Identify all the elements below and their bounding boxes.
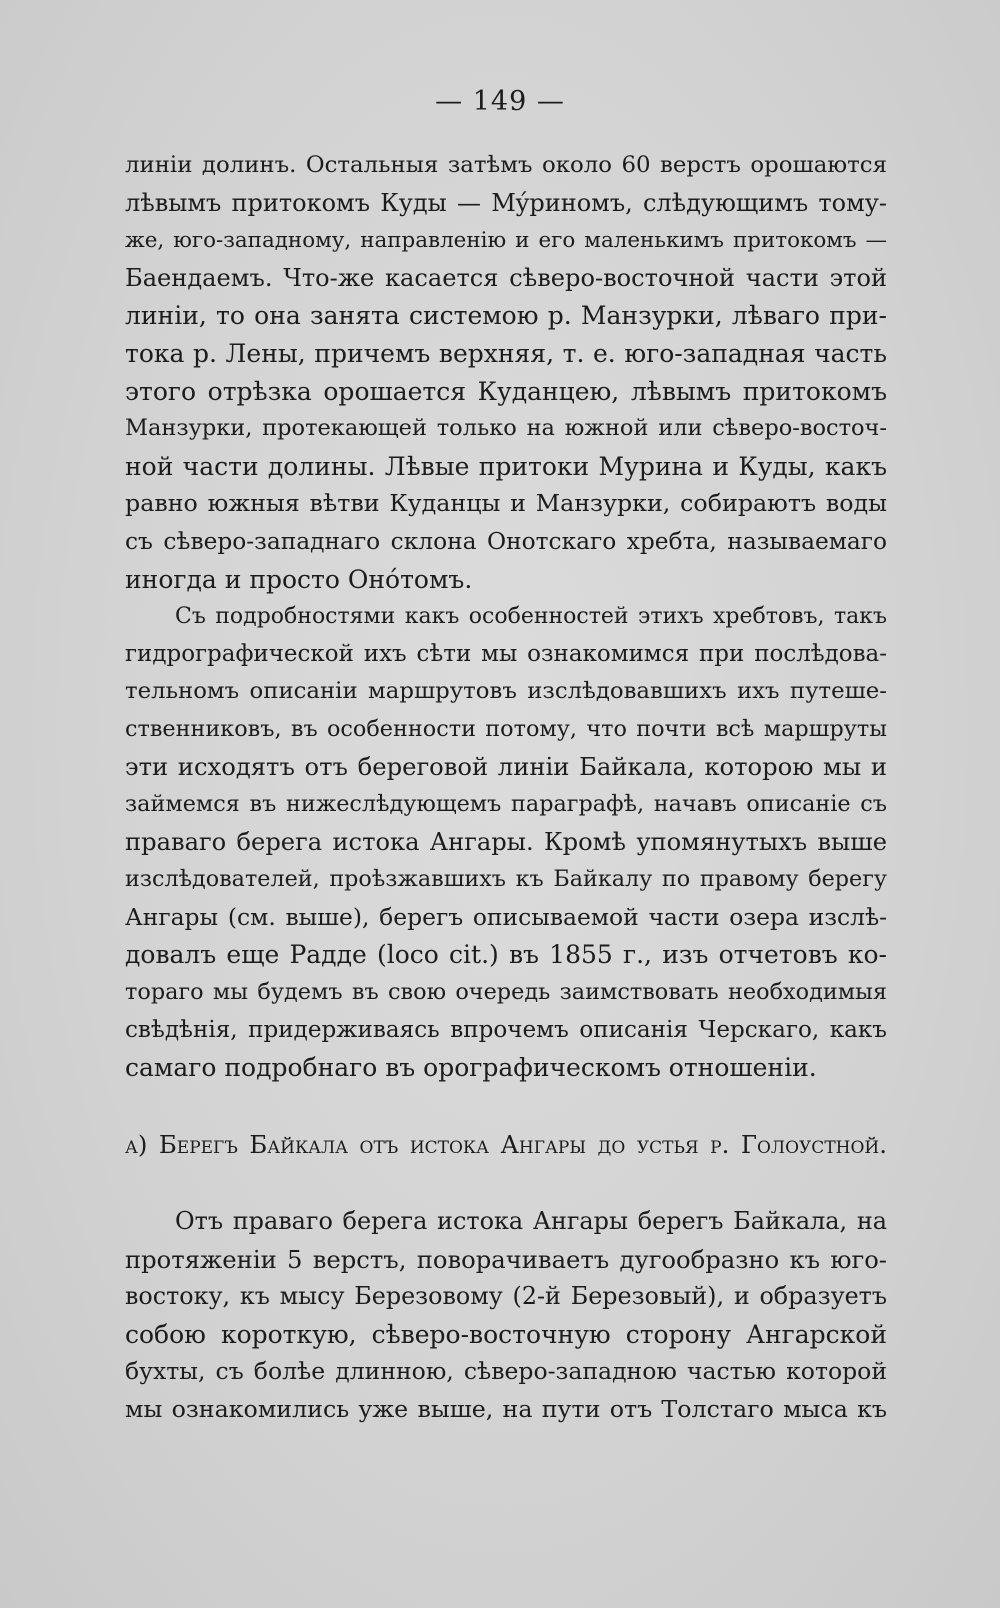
text-line: же, юго-западному, направленію и его маленькимъ притокомъ — bbox=[125, 228, 887, 254]
text-line: ственниковъ, въ особенности потому, что почти всѣ маршруты bbox=[125, 715, 887, 742]
text-line: тока р. Лены, причемъ верхняя, т. е. юго-западная часть bbox=[125, 338, 887, 368]
text-line: востоку, къ мысу Березовому (2-й Березовый), и образуетъ bbox=[125, 1282, 887, 1311]
text-line: протяженіи 5 верстъ, поворачиваетъ дугообразно къ юго- bbox=[125, 1244, 887, 1274]
text-line: иногда и просто Онóтомъ. bbox=[125, 564, 473, 594]
text-line: Баендаемъ. Что-же касается сѣверо-восточной части этой bbox=[125, 263, 887, 292]
text-line: лѣвымъ притокомъ Куды — Мýриномъ, слѣдующимъ тому- bbox=[125, 188, 887, 217]
text-line: ной части долины. Лѣвые притоки Мурина и Куды, какъ bbox=[125, 451, 887, 481]
page-number: — 149 — bbox=[435, 86, 565, 117]
text-line: Ангары (см. выше), берегъ описываемой части озера изслѣ- bbox=[125, 902, 887, 931]
text-line: мы ознакомились уже выше, на пути отъ Толстаго мыса къ bbox=[125, 1394, 887, 1423]
text-line: тельномъ описаніи маршрутовъ изслѣдовавшихъ ихъ путеше- bbox=[125, 678, 887, 705]
text-line: эти исходятъ отъ береговой линіи Байкала, которою мы и bbox=[125, 752, 887, 782]
paragraph-3 bbox=[125, 1203, 887, 1429]
text-line: самаго подробнаго въ орографическомъ отношеніи. bbox=[125, 1053, 817, 1083]
text-line: праваго берега истока Ангары. Кромѣ упомянутыхъ выше bbox=[125, 827, 887, 856]
text-line: тораго мы будемъ въ свою очередь заимствовать необходимыя bbox=[125, 978, 887, 1005]
text-line: свѣдѣнія, придерживаясь впрочемъ описанія Черскаго, какъ bbox=[125, 1016, 887, 1043]
text-line: собою короткую, сѣверо-восточную сторону Ангарской bbox=[125, 1319, 887, 1349]
text-line: Манзурки, протекающей только на южной или сѣверо-восточ- bbox=[125, 415, 887, 442]
section-heading: а) Берегъ Байкала отъ истока Ангары до устья р. Голоустной. bbox=[125, 1130, 887, 1159]
text-line: линіи долинъ. Остальныя затѣмъ около 60 верстъ орошаются bbox=[125, 152, 887, 178]
text-line: съ сѣверо-западнаго склона Онотскаго хребта, называемаго bbox=[125, 527, 887, 555]
text-line: Съ подробностями какъ особенностей этихъ хребтовъ, такъ bbox=[175, 604, 887, 629]
text-line: довалъ еще Радде (loco cit.) въ 1855 г., изъ отчетовъ ко- bbox=[125, 940, 887, 970]
text-line: равно южныя вѣтви Куданцы и Манзурки, собираютъ воды bbox=[125, 489, 887, 518]
text-line: этого отрѣзка орошается Куданцею, лѣвымъ притокомъ bbox=[125, 376, 887, 406]
text-line: Отъ праваго берега истока Ангары берегъ Байкала, на bbox=[175, 1207, 887, 1235]
text-line: линіи, то она занята системою р. Манзурки, лѣваго при- bbox=[125, 301, 887, 331]
text-line: изслѣдователей, проѣзжавшихъ къ Байкалу по правому берегу bbox=[125, 866, 887, 893]
text-line: займемся въ нижеслѣдующемъ параграфѣ, начавъ описаніе съ bbox=[125, 790, 887, 817]
paragraph-2 bbox=[125, 598, 887, 1087]
text-line: гидрографической ихъ сѣти мы ознакомимся при послѣдова- bbox=[125, 640, 887, 667]
paragraph-1 bbox=[125, 147, 887, 598]
text-line: бухты, съ болѣе длинною, сѣверо-западною частью которой bbox=[125, 1357, 887, 1386]
